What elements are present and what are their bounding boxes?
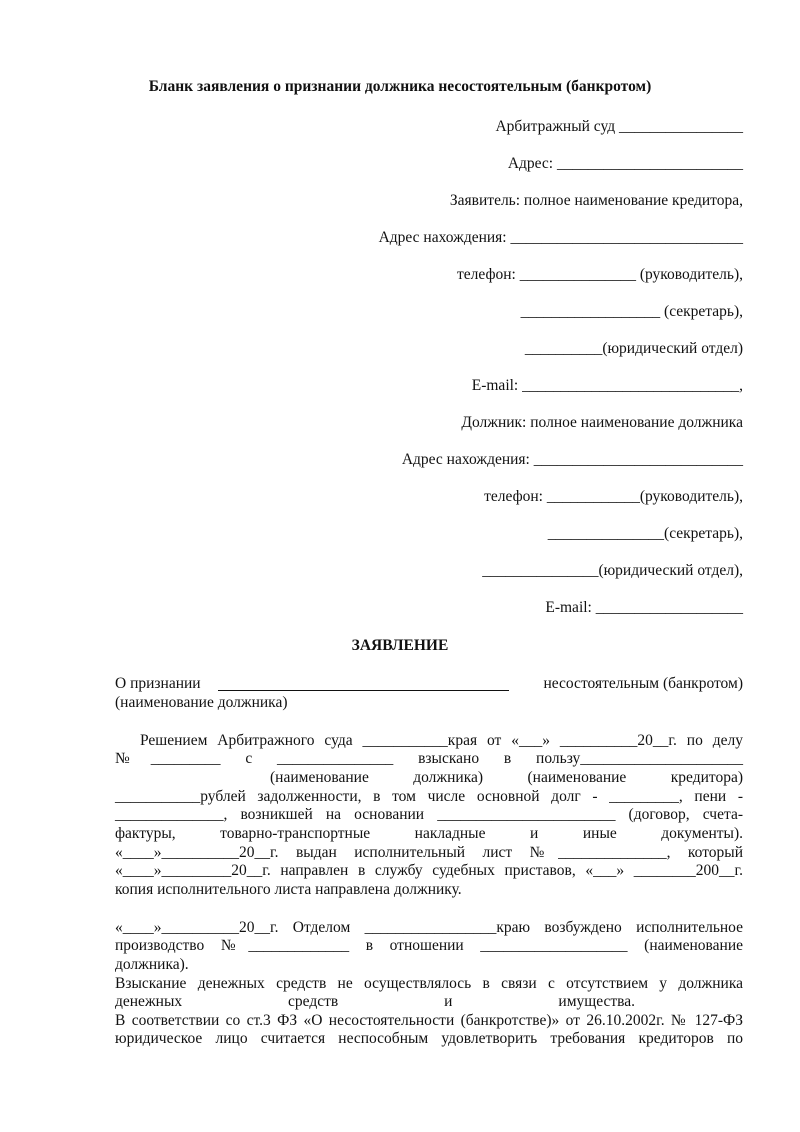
paragraph2-line: «____»__________20__г. Отделом _________________краю возбуждено исполнительное (115, 919, 743, 936)
header-debtor-phone-head: телефон: ____________(руководитель), (484, 488, 743, 505)
header-applicant-address: Адрес нахождения: ______________________________ (378, 229, 743, 246)
paragraph2-line: должника). (115, 956, 189, 973)
paragraph1-line: Решением Арбитражного суда ___________края от «___» __________20__г. по делу (140, 732, 743, 749)
subject-suffix: несостоятельным (банкротом) (543, 675, 743, 692)
header-court: Арбитражный суд ________________ (495, 118, 743, 135)
subject-hint: (наименование должника) (115, 694, 288, 711)
paragraph2-line: производство №_____________ в отношении ___________________ (наименование (115, 937, 743, 954)
paragraph2-line: денежных средств и имущества. (115, 993, 635, 1010)
header-debtor-email: E-mail: ___________________ (545, 599, 743, 616)
paragraph1-line: ______________, возникшей на основании _______________________ (договор, счета- (115, 806, 743, 823)
paragraph1-line: «____»__________20__г. выдан исполнительный лист №______________, который (115, 844, 743, 861)
header-applicant-phone-legal: __________(юридический отдел) (524, 340, 743, 357)
header-debtor-phone-secretary: _______________(секретарь), (547, 525, 743, 542)
header-applicant-phone-head: телефон: _______________ (руководитель), (457, 266, 743, 283)
paragraph2-line: В соответствии со ст.3 ФЗ «О несостоятельности (банкротстве)» от 26.10.2002г. № 127-ФЗ (115, 1012, 743, 1029)
header-court-address: Адрес: ________________________ (507, 155, 743, 172)
statement-title: ЗАЯВЛЕНИЕ (351, 637, 449, 654)
header-applicant: Заявитель: полное наименование кредитора, (449, 192, 743, 209)
paragraph1-line: фактуры, товарно-транспортные накладные и иные документы). (115, 825, 743, 842)
header-applicant-phone-secretary: __________________ (секретарь), (520, 303, 743, 320)
paragraph1-line: №_________ с _______________ взыскано в пользу_____________________ (115, 750, 743, 767)
subject-underline (218, 690, 509, 691)
paragraph1-line: «____»_________20__г. направлен в службу судебных приставов, «___» ________200__г. (115, 862, 743, 879)
header-debtor-address: Адрес нахождения: ___________________________ (401, 451, 743, 468)
paragraph2-line: Взыскание денежных средств не осуществлялось в связи с отсутствием у должника (115, 975, 743, 992)
header-debtor: Должник: полное наименование должника (461, 414, 743, 431)
paragraph1-hint-line: (наименование должника) (наименование кредитора) (270, 769, 743, 786)
header-debtor-phone-legal: _______________(юридический отдел), (482, 562, 743, 579)
subject-prefix: О признании (115, 675, 201, 692)
paragraph1-line: копия исполнительного листа направлена должнику. (115, 881, 462, 898)
paragraph2-line: юридическое лицо считается неспособным удовлетворить требования кредиторов по (115, 1030, 743, 1047)
paragraph1-line: ___________рублей задолженности, в том числе основной долг - _________, пени - (115, 788, 743, 805)
header-applicant-email: E-mail: ____________________________, (471, 377, 743, 394)
form-title: Бланк заявления о признании должника несостоятельным (банкротом) (148, 78, 652, 95)
